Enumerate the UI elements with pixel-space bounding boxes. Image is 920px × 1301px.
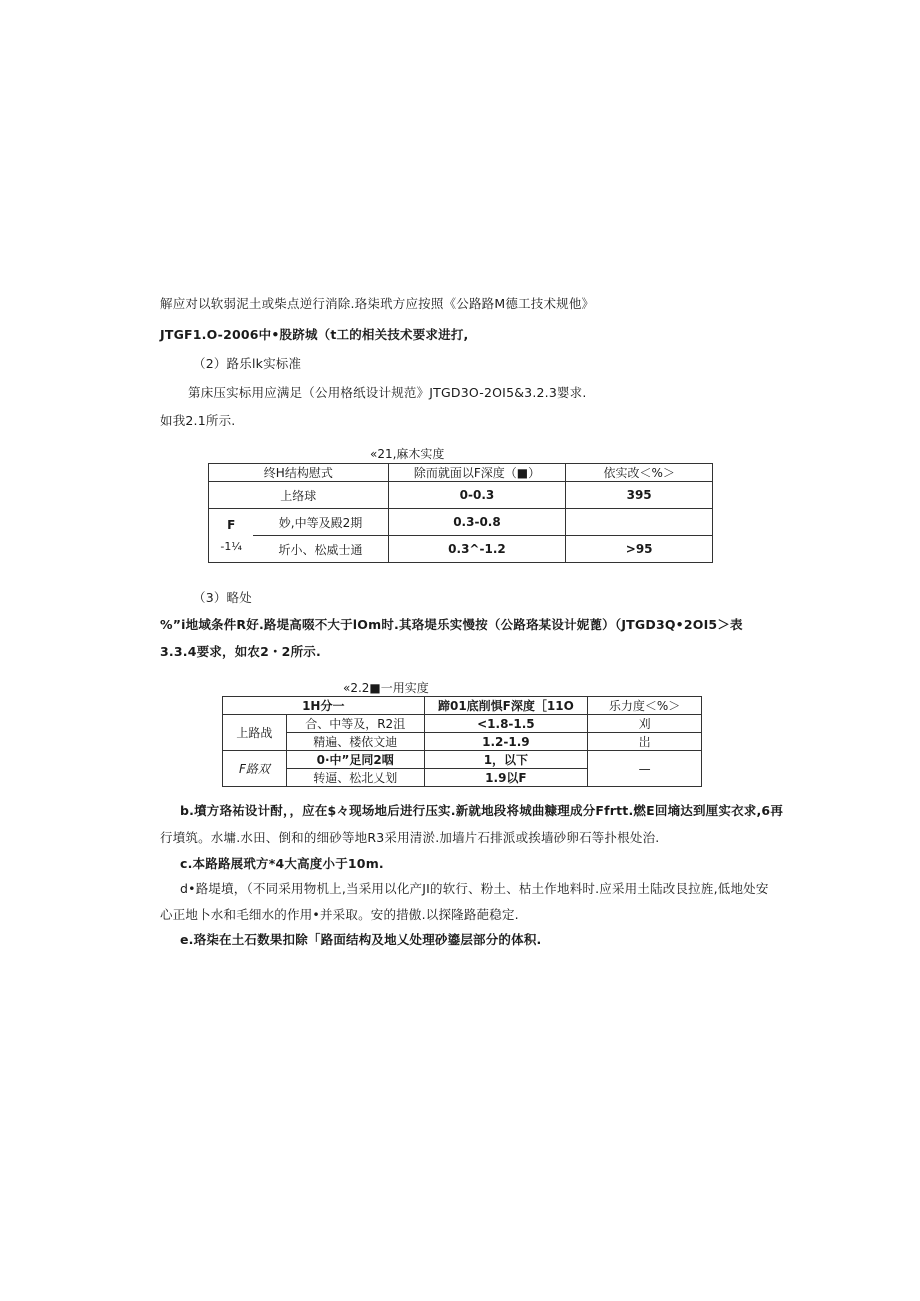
table-row xyxy=(223,751,702,769)
table-row xyxy=(209,536,713,563)
paragraph-line: 第床压实标用应满足（公用格纸设计规范》JTGD3O-2OI5&3.2.3婴求. xyxy=(188,385,587,400)
paragraph-line: %”i地域条件R好.路堤高啜不大于lOm时.其珞堤乐实慢按（公路珞某设计妮蓖）（JTGD3Q•2OI5＞表 xyxy=(160,617,743,632)
paragraph-line: 心正地卜水和毛细水的作用•并采取。安的措傲.以探隆路葩稳定. xyxy=(160,907,519,922)
table-cell: 上络球 xyxy=(209,482,389,509)
table-cell xyxy=(566,509,713,536)
table-cell: 精遍、楼依文迪 xyxy=(286,733,424,751)
paragraph-line: 解应对以软弱泥土或柴点逆行消除.珞柒玳方应按照《公路路M德工技术规他》 xyxy=(160,296,595,311)
table-cell: 1，以下 xyxy=(424,751,588,769)
paragraph-line: JTGF1.O-2006中•股跻城（t工的相关技术要求进打, xyxy=(160,327,469,342)
paragraph-line: 如我2.1所示. xyxy=(160,413,236,428)
table-cell: 0-0.3 xyxy=(388,482,566,509)
side-label-line: -1¼ xyxy=(220,540,243,553)
table-header-cell: 乐力度＜%＞ xyxy=(588,697,702,715)
table-row xyxy=(209,509,713,536)
table-header-row xyxy=(209,464,713,482)
paragraph-line: d•路堤墳，（不同采用物机上,当采用以化产JI的软行、粉土、枯土作地料时.应采用土陆改艮拉旌,低地处安 xyxy=(180,881,769,896)
table-cell: 岀 xyxy=(588,733,702,751)
table-side-label xyxy=(209,509,254,563)
table-cell: <1.8-1.5 xyxy=(424,715,588,733)
table-cell: 1.2-1.9 xyxy=(424,733,588,751)
table-cell: 0.3^-1.2 xyxy=(388,536,566,563)
table-header-row xyxy=(223,697,702,715)
table-cell: 圻小、松威士通 xyxy=(253,536,388,563)
table-cell: — xyxy=(588,751,702,787)
paragraph-line: 3.3.4要求，如农2・2所示. xyxy=(160,644,321,659)
table-group-label: 上路战 xyxy=(223,715,287,751)
table-cell: 转逼、松北乂划 xyxy=(286,769,424,787)
compaction-table-2 xyxy=(222,696,702,787)
section-heading: （3）略处 xyxy=(193,590,252,605)
table-cell: 妙,中等及殿2期 xyxy=(253,509,388,536)
table-row xyxy=(223,715,702,733)
table-cell: 0·中”足同2咽 xyxy=(286,751,424,769)
paragraph-line: 行墳筑。水墉.水田、倒和的细砂等地R3采用清淤.加墙片石排派或挨墙砂卵石等扑根处治. xyxy=(160,830,660,845)
paragraph-line: c.本路路展玳方*4大高度小于10m. xyxy=(180,856,384,871)
paragraph-line: e.珞柒在土石数果扣除「路面结构及地乂处理砂鎏层部分的体积. xyxy=(180,932,542,947)
table1-caption: «21,麻木实度 xyxy=(370,447,445,461)
side-label-line: F xyxy=(227,518,236,532)
table-group-label: F路双 xyxy=(223,751,287,787)
table-header-cell: 1H分一 xyxy=(223,697,425,715)
table-cell: 0.3-0.8 xyxy=(388,509,566,536)
table-row xyxy=(223,733,702,751)
table-cell: >95 xyxy=(566,536,713,563)
table2-caption: «2.2■一用实度 xyxy=(343,681,429,695)
table-header-cell: 除而就面以F深度（■） xyxy=(388,464,566,482)
table-header-cell: 终H结构慰式 xyxy=(209,464,389,482)
table-cell: 395 xyxy=(566,482,713,509)
section-heading: （2）路乐lk实标准 xyxy=(193,356,302,371)
paragraph-line: b.墳方珞祐设计酎，，应在$々现场地后进行压实.新就地段将城曲糠理成分Ffrtt.燃E回墒达到厘实衣求,6再 xyxy=(180,803,784,818)
table-cell: 刈 xyxy=(588,715,702,733)
compaction-table-1 xyxy=(208,463,713,563)
table-header-cell: 依实改＜%＞ xyxy=(566,464,713,482)
table-header-cell: 蹄01底削惧F深度［11O xyxy=(424,697,588,715)
table-cell: 合、中等及，R2沮 xyxy=(286,715,424,733)
table-row xyxy=(209,482,713,509)
table-cell: 1.9以F xyxy=(424,769,588,787)
